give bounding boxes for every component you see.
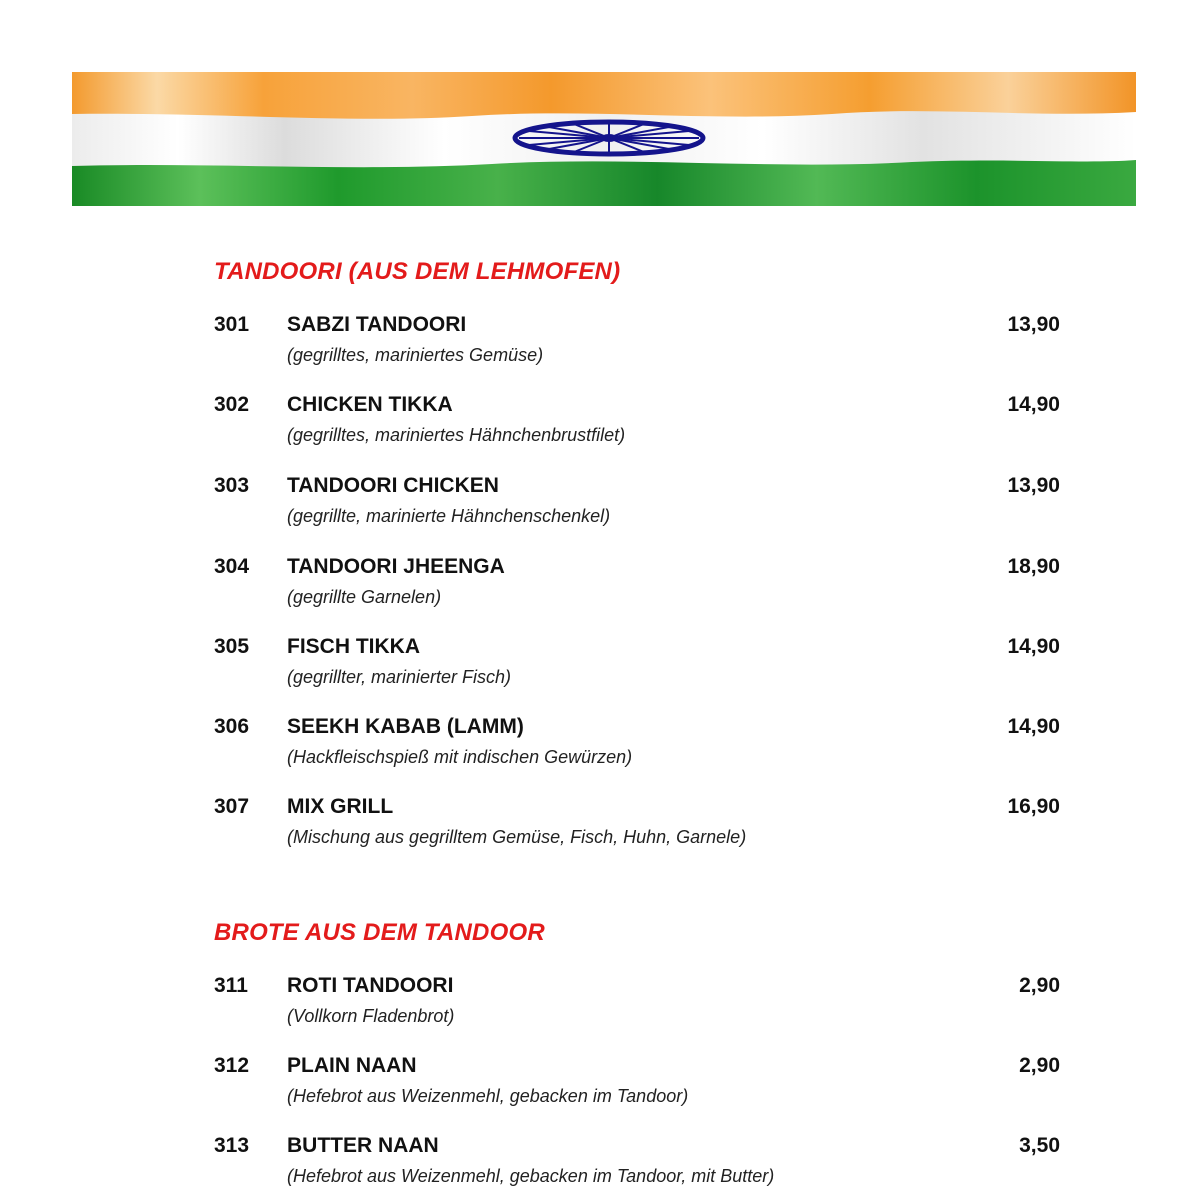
item-number: 313: [214, 1134, 250, 1157]
item-description: (gegrilltes, mariniertes Gemüse): [287, 345, 544, 365]
item-number: 302: [214, 393, 250, 416]
item-description: (gegrillter, marinierter Fisch): [287, 667, 512, 687]
item-name: PLAIN NAAN: [287, 1054, 417, 1077]
flag-graphic: [72, 72, 1136, 206]
item-description: (gegrillte Garnelen): [287, 587, 442, 607]
menu-item: [214, 393, 1064, 457]
item-number: 312: [214, 1054, 250, 1077]
item-number: 311: [214, 974, 248, 997]
item-description: (gegrillte, marinierte Hähnchenschenkel): [287, 506, 611, 526]
item-number: 304: [214, 555, 250, 578]
item-description: (gegrilltes, mariniertes Hähnchenbrustfilet): [287, 425, 626, 445]
item-price: 14,90: [1007, 715, 1060, 738]
menu-item: [214, 974, 1064, 1038]
section-title-tandoori: TANDOORI (AUS DEM LEHMOFEN): [214, 258, 621, 285]
item-description: (Hefebrot aus Weizenmehl, gebacken im Tandoor): [287, 1086, 689, 1106]
item-price: 2,90: [1019, 1054, 1060, 1077]
section-title-brote: BROTE AUS DEM TANDOOR: [214, 919, 545, 946]
item-price: 18,90: [1007, 555, 1060, 578]
item-description: (Mischung aus gegrilltem Gemüse, Fisch, Huhn, Garnele): [287, 827, 747, 847]
menu-item: [214, 1134, 1064, 1198]
item-name: BUTTER NAAN: [287, 1134, 439, 1157]
item-name: SEEKH KABAB (LAMM): [287, 715, 524, 738]
menu-item: [214, 555, 1064, 619]
item-name: TANDOORI JHEENGA: [287, 555, 505, 578]
menu-item: [214, 474, 1064, 538]
item-name: CHICKEN TIKKA: [287, 393, 453, 416]
item-name: TANDOORI CHICKEN: [287, 474, 499, 497]
item-number: 307: [214, 795, 250, 818]
item-price: 3,50: [1019, 1134, 1060, 1157]
item-name: ROTI TANDOORI: [287, 974, 454, 997]
item-description: (Vollkorn Fladenbrot): [287, 1006, 455, 1026]
menu-item: [214, 635, 1064, 699]
menu-item: [214, 715, 1064, 779]
item-description: (Hefebrot aus Weizenmehl, gebacken im Tandoor, mit Butter): [287, 1166, 775, 1186]
india-flag-icon: [72, 72, 1136, 206]
menu-item: [214, 1054, 1064, 1118]
item-name: SABZI TANDOORI: [287, 313, 467, 336]
item-price: 13,90: [1007, 474, 1060, 497]
menu-item: [214, 313, 1064, 377]
menu-item: [214, 795, 1064, 859]
item-number: 301: [214, 313, 250, 336]
item-price: 14,90: [1007, 393, 1060, 416]
item-price: 14,90: [1007, 635, 1060, 658]
ashoka-chakra-icon: [515, 122, 703, 154]
item-price: 2,90: [1019, 974, 1060, 997]
item-price: 13,90: [1007, 313, 1060, 336]
item-number: 306: [214, 715, 250, 738]
item-name: FISCH TIKKA: [287, 635, 420, 658]
item-price: 16,90: [1007, 795, 1060, 818]
item-name: MIX GRILL: [287, 795, 394, 818]
item-number: 305: [214, 635, 250, 658]
item-description: (Hackfleischspieß mit indischen Gewürzen): [287, 747, 633, 767]
item-number: 303: [214, 474, 250, 497]
